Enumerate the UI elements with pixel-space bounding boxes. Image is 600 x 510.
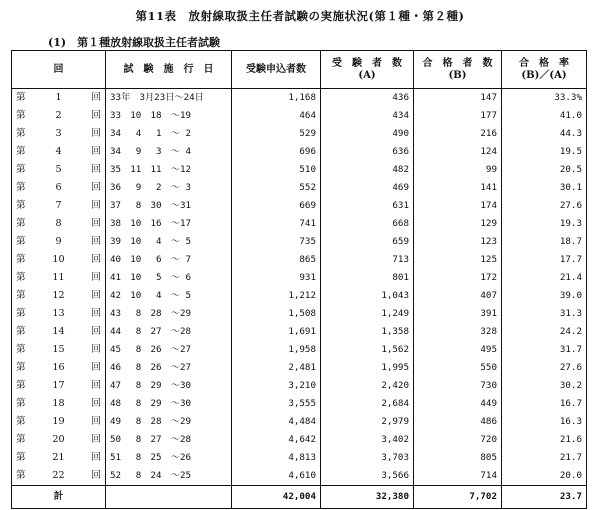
round-number: 13 bbox=[52, 308, 65, 319]
ordinal-prefix: 第 bbox=[16, 470, 26, 481]
rate-cell: 41.0 bbox=[502, 107, 587, 125]
examinees-cell: 1,358 bbox=[321, 323, 414, 341]
examinees-cell: 1,043 bbox=[321, 287, 414, 305]
table-row bbox=[12, 395, 587, 413]
passed-cell: 550 bbox=[414, 359, 502, 377]
ordinal-suffix: 回 bbox=[91, 470, 101, 481]
round-number: 15 bbox=[52, 344, 65, 355]
header-passed: 合 格 者 数 (B) bbox=[414, 51, 502, 89]
passed-cell: 124 bbox=[414, 143, 502, 161]
round-number: 17 bbox=[52, 380, 65, 391]
ordinal-suffix: 回 bbox=[91, 218, 101, 229]
rate-cell: 33.3% bbox=[502, 89, 587, 108]
passed-cell: 216 bbox=[414, 125, 502, 143]
round-number: 11 bbox=[52, 272, 65, 283]
ordinal-prefix: 第 bbox=[16, 308, 26, 319]
applicants-cell: 2,481 bbox=[232, 359, 321, 377]
passed-cell: 805 bbox=[414, 449, 502, 467]
round-number: 3 bbox=[55, 128, 62, 139]
round-cell bbox=[12, 431, 106, 449]
ordinal-suffix: 回 bbox=[91, 146, 101, 157]
applicants-cell: 3,210 bbox=[232, 377, 321, 395]
round-cell bbox=[12, 251, 106, 269]
passed-cell: 177 bbox=[414, 107, 502, 125]
round-cell bbox=[12, 467, 106, 486]
ordinal-suffix: 回 bbox=[91, 290, 101, 301]
round-cell bbox=[12, 413, 106, 431]
rate-cell: 30.2 bbox=[502, 377, 587, 395]
passed-cell: 147 bbox=[414, 89, 502, 108]
round-number: 5 bbox=[55, 164, 62, 175]
exam-date: 43 8 28 ～29 bbox=[106, 305, 232, 323]
rate-cell: 21.4 bbox=[502, 269, 587, 287]
passed-cell: 730 bbox=[414, 377, 502, 395]
table-row bbox=[12, 179, 587, 197]
applicants-cell: 735 bbox=[232, 233, 321, 251]
table-row bbox=[12, 125, 587, 143]
exam-date: 49 8 28 ～29 bbox=[106, 413, 232, 431]
applicants-cell: 4,813 bbox=[232, 449, 321, 467]
rate-cell: 20.5 bbox=[502, 161, 587, 179]
round-cell bbox=[12, 305, 106, 323]
round-cell bbox=[12, 215, 106, 233]
passed-cell: 720 bbox=[414, 431, 502, 449]
round-cell bbox=[12, 89, 106, 108]
examinees-cell: 469 bbox=[321, 179, 414, 197]
ordinal-prefix: 第 bbox=[16, 362, 26, 373]
round-number: 2 bbox=[55, 110, 62, 121]
rate-cell: 19.3 bbox=[502, 215, 587, 233]
ordinal-prefix: 第 bbox=[16, 452, 26, 463]
round-cell bbox=[12, 179, 106, 197]
examinees-cell: 482 bbox=[321, 161, 414, 179]
exam-date: 39 10 4 ～ 5 bbox=[106, 233, 232, 251]
passed-cell: 125 bbox=[414, 251, 502, 269]
rate-cell: 21.6 bbox=[502, 431, 587, 449]
exam-date: 47 8 29 ～30 bbox=[106, 377, 232, 395]
exam-date: 45 8 26 ～27 bbox=[106, 341, 232, 359]
round-number: 10 bbox=[52, 254, 65, 265]
ordinal-suffix: 回 bbox=[91, 110, 101, 121]
table-row bbox=[12, 431, 587, 449]
ordinal-prefix: 第 bbox=[16, 146, 26, 157]
total-rate: 23.7 bbox=[502, 486, 587, 509]
ordinal-suffix: 回 bbox=[91, 416, 101, 427]
examinees-cell: 1,562 bbox=[321, 341, 414, 359]
ordinal-prefix: 第 bbox=[16, 344, 26, 355]
round-cell bbox=[12, 377, 106, 395]
applicants-cell: 1,508 bbox=[232, 305, 321, 323]
passed-cell: 391 bbox=[414, 305, 502, 323]
ordinal-suffix: 回 bbox=[91, 164, 101, 175]
ordinal-prefix: 第 bbox=[16, 164, 26, 175]
passed-cell: 495 bbox=[414, 341, 502, 359]
ordinal-prefix: 第 bbox=[16, 236, 26, 247]
rate-cell: 20.0 bbox=[502, 467, 587, 486]
examinees-cell: 3,703 bbox=[321, 449, 414, 467]
examinees-cell: 1,995 bbox=[321, 359, 414, 377]
round-cell bbox=[12, 359, 106, 377]
exam-date: 51 8 25 ～26 bbox=[106, 449, 232, 467]
exam-date: 50 8 27 ～28 bbox=[106, 431, 232, 449]
round-cell bbox=[12, 143, 106, 161]
exam-date: 46 8 26 ～27 bbox=[106, 359, 232, 377]
table-row bbox=[12, 143, 587, 161]
examinees-cell: 3,566 bbox=[321, 467, 414, 486]
table-row bbox=[12, 107, 587, 125]
exam-date: 52 8 24 ～25 bbox=[106, 467, 232, 486]
applicants-cell: 4,610 bbox=[232, 467, 321, 486]
round-cell bbox=[12, 269, 106, 287]
ordinal-suffix: 回 bbox=[91, 362, 101, 373]
round-number: 22 bbox=[52, 470, 65, 481]
table-row bbox=[12, 287, 587, 305]
passed-cell: 141 bbox=[414, 179, 502, 197]
table-row bbox=[12, 161, 587, 179]
examinees-cell: 659 bbox=[321, 233, 414, 251]
applicants-cell: 3,555 bbox=[232, 395, 321, 413]
rate-cell: 18.7 bbox=[502, 233, 587, 251]
exam-date: 34 4 1 ～ 2 bbox=[106, 125, 232, 143]
applicants-cell: 865 bbox=[232, 251, 321, 269]
total-passed: 7,702 bbox=[414, 486, 502, 509]
ordinal-prefix: 第 bbox=[16, 380, 26, 391]
exam-date: 38 10 16 ～17 bbox=[106, 215, 232, 233]
ordinal-prefix: 第 bbox=[16, 182, 26, 193]
rate-cell: 27.6 bbox=[502, 197, 587, 215]
passed-cell: 123 bbox=[414, 233, 502, 251]
applicants-cell: 741 bbox=[232, 215, 321, 233]
applicants-cell: 1,958 bbox=[232, 341, 321, 359]
round-number: 16 bbox=[52, 362, 65, 373]
round-number: 6 bbox=[55, 182, 62, 193]
exam-date: 42 10 4 ～ 5 bbox=[106, 287, 232, 305]
rate-cell: 24.2 bbox=[502, 323, 587, 341]
round-cell bbox=[12, 161, 106, 179]
rate-cell: 44.3 bbox=[502, 125, 587, 143]
examinees-cell: 434 bbox=[321, 107, 414, 125]
round-number: 19 bbox=[52, 416, 65, 427]
ordinal-suffix: 回 bbox=[91, 272, 101, 283]
applicants-cell: 552 bbox=[232, 179, 321, 197]
table-row bbox=[12, 341, 587, 359]
passed-cell: 486 bbox=[414, 413, 502, 431]
round-cell bbox=[12, 395, 106, 413]
round-cell bbox=[12, 287, 106, 305]
exam-date: 48 8 29 ～30 bbox=[106, 395, 232, 413]
applicants-cell: 4,642 bbox=[232, 431, 321, 449]
applicants-cell: 696 bbox=[232, 143, 321, 161]
round-number: 9 bbox=[55, 236, 62, 247]
examinees-cell: 2,979 bbox=[321, 413, 414, 431]
header-applicants: 受験申込者数 bbox=[232, 51, 321, 89]
exam-results-table bbox=[11, 50, 587, 509]
round-number: 20 bbox=[52, 434, 65, 445]
examinees-cell: 801 bbox=[321, 269, 414, 287]
table-subtitle: (1) 第１種放射線取扱主任者試験 bbox=[48, 36, 221, 49]
table-row bbox=[12, 269, 587, 287]
ordinal-suffix: 回 bbox=[91, 182, 101, 193]
total-date-empty bbox=[106, 486, 232, 509]
examinees-cell: 636 bbox=[321, 143, 414, 161]
applicants-cell: 669 bbox=[232, 197, 321, 215]
rate-cell: 21.7 bbox=[502, 449, 587, 467]
ordinal-prefix: 第 bbox=[16, 254, 26, 265]
ordinal-suffix: 回 bbox=[91, 434, 101, 445]
applicants-cell: 529 bbox=[232, 125, 321, 143]
ordinal-suffix: 回 bbox=[91, 344, 101, 355]
ordinal-suffix: 回 bbox=[91, 254, 101, 265]
table-row bbox=[12, 413, 587, 431]
passed-cell: 328 bbox=[414, 323, 502, 341]
header-rate: 合 格 率 (B)／(A) bbox=[502, 51, 587, 89]
examinees-cell: 713 bbox=[321, 251, 414, 269]
header-round: 回 bbox=[12, 51, 106, 89]
total-label: 計 bbox=[12, 486, 106, 509]
total-row bbox=[12, 486, 587, 509]
examinees-cell: 3,402 bbox=[321, 431, 414, 449]
ordinal-prefix: 第 bbox=[16, 326, 26, 337]
table-row bbox=[12, 215, 587, 233]
table-row bbox=[12, 449, 587, 467]
ordinal-suffix: 回 bbox=[91, 236, 101, 247]
ordinal-suffix: 回 bbox=[91, 92, 101, 103]
ordinal-prefix: 第 bbox=[16, 290, 26, 301]
exam-date: 36 9 2 ～ 3 bbox=[106, 179, 232, 197]
examinees-cell: 631 bbox=[321, 197, 414, 215]
total-examinees: 32,380 bbox=[321, 486, 414, 509]
ordinal-prefix: 第 bbox=[16, 434, 26, 445]
table-row bbox=[12, 89, 587, 108]
passed-cell: 449 bbox=[414, 395, 502, 413]
ordinal-prefix: 第 bbox=[16, 272, 26, 283]
examinees-cell: 2,684 bbox=[321, 395, 414, 413]
rate-cell: 31.7 bbox=[502, 341, 587, 359]
round-cell bbox=[12, 107, 106, 125]
examinees-cell: 490 bbox=[321, 125, 414, 143]
ordinal-prefix: 第 bbox=[16, 92, 26, 103]
rate-cell: 17.7 bbox=[502, 251, 587, 269]
round-number: 14 bbox=[52, 326, 65, 337]
table-row bbox=[12, 467, 587, 486]
round-cell bbox=[12, 323, 106, 341]
ordinal-prefix: 第 bbox=[16, 416, 26, 427]
header-examinees: 受 験 者 数 (A) bbox=[321, 51, 414, 89]
passed-cell: 172 bbox=[414, 269, 502, 287]
applicants-cell: 931 bbox=[232, 269, 321, 287]
passed-cell: 407 bbox=[414, 287, 502, 305]
applicants-cell: 464 bbox=[232, 107, 321, 125]
round-number: 7 bbox=[55, 200, 62, 211]
round-cell bbox=[12, 449, 106, 467]
ordinal-suffix: 回 bbox=[91, 452, 101, 463]
round-cell bbox=[12, 233, 106, 251]
exam-date: 44 8 27 ～28 bbox=[106, 323, 232, 341]
applicants-cell: 510 bbox=[232, 161, 321, 179]
rate-cell: 30.1 bbox=[502, 179, 587, 197]
examinees-cell: 1,249 bbox=[321, 305, 414, 323]
table-row bbox=[12, 323, 587, 341]
ordinal-prefix: 第 bbox=[16, 128, 26, 139]
total-applicants: 42,004 bbox=[232, 486, 321, 509]
passed-cell: 129 bbox=[414, 215, 502, 233]
table-row bbox=[12, 251, 587, 269]
exam-date: 33 10 18 ～19 bbox=[106, 107, 232, 125]
exam-date: 33年 3月23日～24日 bbox=[106, 89, 232, 108]
ordinal-suffix: 回 bbox=[91, 380, 101, 391]
exam-date: 34 9 3 ～ 4 bbox=[106, 143, 232, 161]
rate-cell: 31.3 bbox=[502, 305, 587, 323]
rate-cell: 39.0 bbox=[502, 287, 587, 305]
rate-cell: 19.5 bbox=[502, 143, 587, 161]
examinees-cell: 2,420 bbox=[321, 377, 414, 395]
round-number: 8 bbox=[55, 218, 62, 229]
ordinal-prefix: 第 bbox=[16, 398, 26, 409]
table-row bbox=[12, 197, 587, 215]
round-number: 18 bbox=[52, 398, 65, 409]
passed-cell: 99 bbox=[414, 161, 502, 179]
examinees-cell: 668 bbox=[321, 215, 414, 233]
table-row bbox=[12, 305, 587, 323]
round-number: 12 bbox=[52, 290, 65, 301]
applicants-cell: 4,484 bbox=[232, 413, 321, 431]
exam-date: 40 10 6 ～ 7 bbox=[106, 251, 232, 269]
ordinal-prefix: 第 bbox=[16, 200, 26, 211]
ordinal-suffix: 回 bbox=[91, 326, 101, 337]
examinees-cell: 436 bbox=[321, 89, 414, 108]
header-date: 試 験 施 行 日 bbox=[106, 51, 232, 89]
ordinal-suffix: 回 bbox=[91, 308, 101, 319]
passed-cell: 714 bbox=[414, 467, 502, 486]
ordinal-suffix: 回 bbox=[91, 398, 101, 409]
rate-cell: 16.3 bbox=[502, 413, 587, 431]
round-cell bbox=[12, 197, 106, 215]
rate-cell: 27.6 bbox=[502, 359, 587, 377]
ordinal-prefix: 第 bbox=[16, 218, 26, 229]
ordinal-prefix: 第 bbox=[16, 110, 26, 121]
exam-date: 35 11 11 ～12 bbox=[106, 161, 232, 179]
table-row bbox=[12, 359, 587, 377]
rate-cell: 16.7 bbox=[502, 395, 587, 413]
exam-date: 37 8 30 ～31 bbox=[106, 197, 232, 215]
applicants-cell: 1,168 bbox=[232, 89, 321, 108]
round-cell bbox=[12, 341, 106, 359]
table-row bbox=[12, 377, 587, 395]
round-number: 4 bbox=[55, 146, 62, 157]
round-number: 21 bbox=[52, 452, 65, 463]
round-cell bbox=[12, 125, 106, 143]
passed-cell: 174 bbox=[414, 197, 502, 215]
table-body bbox=[12, 89, 587, 486]
round-number: 1 bbox=[55, 92, 62, 103]
applicants-cell: 1,212 bbox=[232, 287, 321, 305]
ordinal-suffix: 回 bbox=[91, 200, 101, 211]
ordinal-suffix: 回 bbox=[91, 128, 101, 139]
table-row bbox=[12, 233, 587, 251]
exam-date: 41 10 5 ～ 6 bbox=[106, 269, 232, 287]
table-title: 第11表 放射線取扱主任者試験の実施状況(第１種・第２種) bbox=[135, 9, 465, 23]
applicants-cell: 1,691 bbox=[232, 323, 321, 341]
